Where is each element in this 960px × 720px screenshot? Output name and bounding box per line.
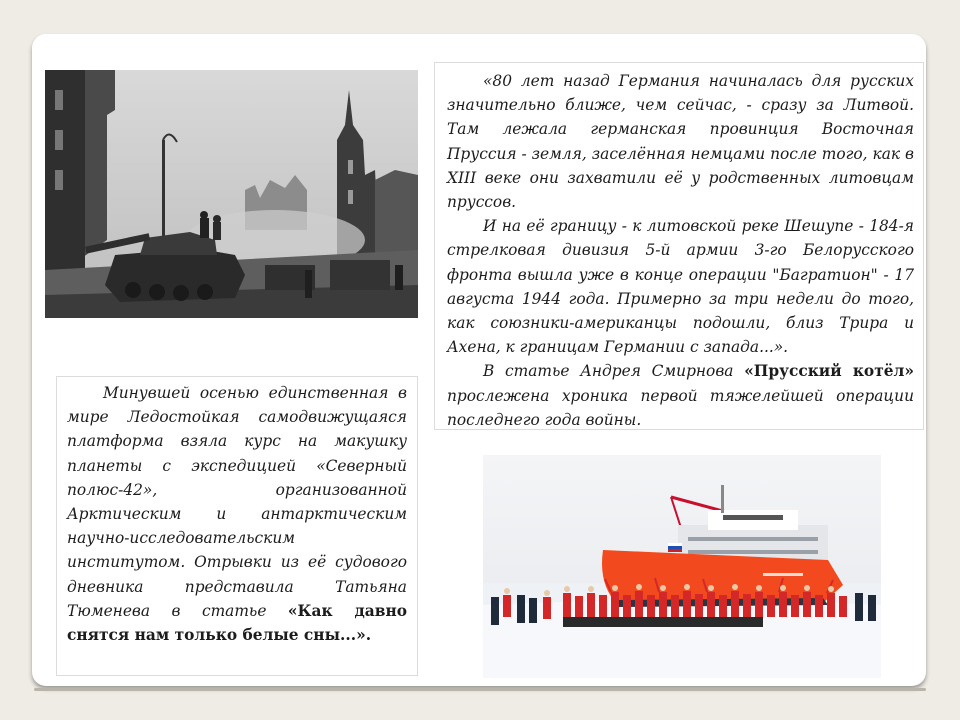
prussia-article-textbox <box>434 62 924 430</box>
quote-paragraph-2: И на её границу - к литовской реке Шешупе - 184-я стрелковая дивизия 5-й армии 3-го Белорусского фронта вышла уже в конце операции "Багратион" - 17 августа 1944 года. Примерно за три недели до того, как союзники-американцы подошли, близ Трира и Ахена, к границам Германии с запада...». <box>447 217 914 357</box>
icebreaker-photo <box>483 455 881 678</box>
article-reference-lead: В статье Андрея Смирнова <box>483 362 745 381</box>
quote-paragraph-1: «80 лет назад Германия начиналась для русских значительно ближе, чем сейчас, - сразу за Литвой. Там лежала германская провинция Восточная Пруссия - земля, заселённая немцами после того, как в XIII веке они захватили её у родственных литовцам пруссов. <box>447 72 914 212</box>
expedition-text: Минувшей осенью единственная в мире Ледостойкая самодвижущаяся платформа взяла курс на макушку планеты с экспедицией «Северный полюс-42», организованной Арктическим и антарктическим научно-исследовательским институтом. Отрывки из её судового дневника представила Татьяна Тюменева в статье <box>67 384 407 620</box>
article-reference-tail: прослежена хроника первой тяжелейшей операции последнего года войны. <box>447 386 914 429</box>
slide-shadow-rule <box>34 688 926 691</box>
expedition-paragraph <box>67 381 407 647</box>
tank-photo <box>45 70 418 318</box>
article-reference-paragraph <box>447 359 914 432</box>
article-title-prussian-cauldron: «Прусский котёл» <box>744 362 915 381</box>
article-title-white-dreams: «Как давно снятся нам только белые сны...». <box>67 601 407 645</box>
arctic-expedition-textbox <box>56 376 418 676</box>
